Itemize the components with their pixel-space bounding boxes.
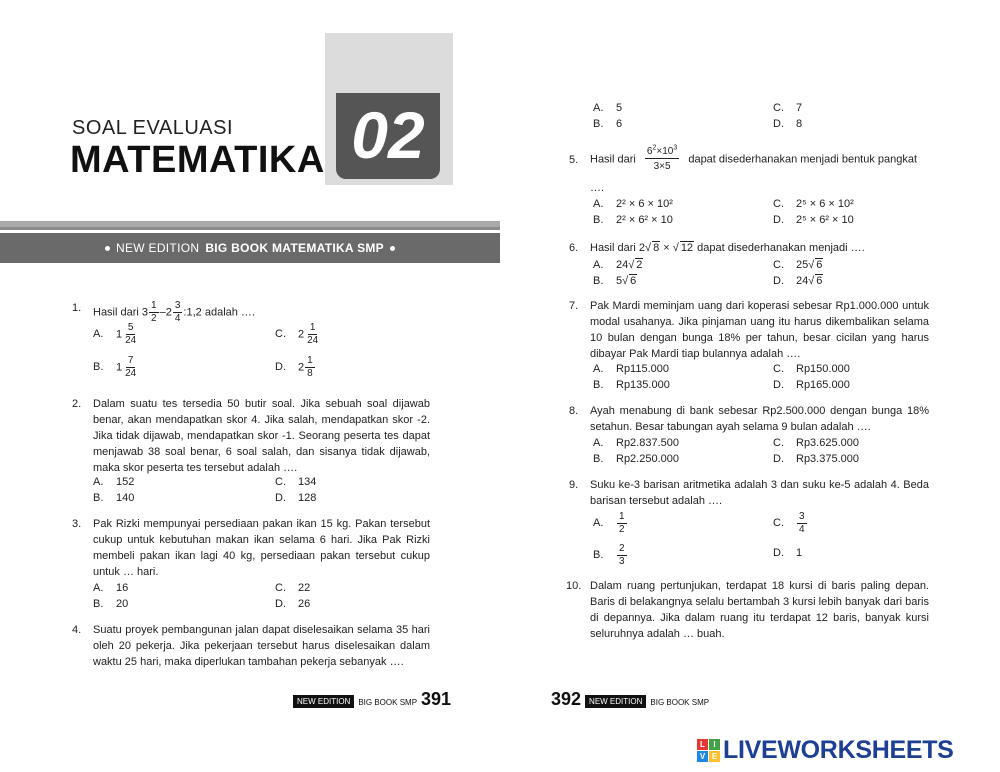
option-value: 1: [796, 547, 803, 559]
question-text: [590, 146, 917, 173]
question-3: [72, 516, 430, 580]
option-c[interactable]: [773, 100, 802, 116]
num: 1: [309, 322, 316, 333]
option-whole: 2: [298, 361, 305, 374]
q1-frac1: [149, 300, 159, 325]
num: 3: [799, 511, 805, 522]
page-title: MATEMATIKA: [70, 139, 325, 181]
q5-pre: Hasil dari: [590, 153, 636, 166]
logo-mark-l: L: [697, 739, 708, 750]
option-letter: A.: [593, 437, 604, 449]
question-text: Pak Rizki mempunyai persediaan pakan ikan 15 kg. Pakan tersebut cukup untuk kebutuhan makan ikan selama 6 hari. Jika Pak Rizki membeli pakan ikan lagi 40 kg, persediaan pakan tersebut cukup untuk … hari.: [93, 518, 430, 578]
num: 1: [151, 300, 157, 311]
option-d[interactable]: [773, 212, 854, 228]
den: 3×5: [653, 161, 671, 172]
option-b[interactable]: B. 5√ 6: [593, 275, 637, 287]
option-coef: 24: [796, 275, 809, 287]
option-letter: D.: [773, 118, 784, 130]
option-value: 2² × 6 × 10²: [616, 198, 673, 210]
question-2: [72, 396, 430, 476]
option-letter: D.: [773, 453, 784, 465]
option-letter: B.: [593, 549, 604, 562]
option-value: 16: [116, 582, 129, 594]
option-coef: 5: [616, 275, 623, 287]
den: 4: [174, 313, 181, 324]
chapter-badge: [336, 93, 440, 179]
option-d[interactable]: [773, 377, 850, 393]
option-letter: D.: [773, 547, 784, 559]
option-a[interactable]: [93, 322, 139, 347]
q6-coef: 2: [638, 242, 646, 254]
option-value: Rp115.000: [616, 363, 670, 375]
option-letter: C.: [773, 198, 784, 210]
q1-post: adalah ….: [204, 306, 255, 319]
option-d[interactable]: [773, 451, 859, 467]
option-value: Rp135.000: [616, 379, 670, 391]
option-letter: B.: [93, 492, 104, 504]
logo-mark-v: V: [697, 751, 708, 762]
q1-frac2: [173, 300, 183, 325]
option-value: 6: [616, 118, 623, 130]
option-d[interactable]: [275, 355, 316, 380]
option-letter: A.: [93, 328, 104, 341]
option-radicand: 6: [816, 259, 823, 271]
q1-whole1: 3: [141, 306, 149, 319]
q6-radicand2: 12: [680, 242, 694, 254]
option-frac: [305, 322, 320, 347]
option-a[interactable]: [593, 100, 622, 116]
option-d[interactable]: [275, 490, 316, 506]
option-b[interactable]: [593, 543, 628, 568]
question-number: 5.: [569, 154, 579, 166]
num-base: 6: [646, 146, 653, 157]
option-value: Rp3.375.000: [796, 453, 859, 465]
option-letter: C.: [275, 476, 286, 488]
option-letter: B.: [93, 598, 104, 610]
option-letter: D.: [275, 361, 286, 374]
option-value: 8: [796, 118, 803, 130]
question-text: Suatu proyek pembangunan jalan dapat diselesaikan selama 35 hari oleh 20 pekerja. Jika pekerjaan tersebut harus diselesaikan dalam waktu 25 hari, maka diperlukan tambahan pekerja sebanyak ….: [93, 624, 430, 668]
option-letter: D.: [773, 275, 784, 287]
option-letter: B.: [593, 214, 604, 226]
option-radicand: 2: [636, 259, 643, 271]
q6-pre: Hasil dari: [590, 242, 636, 254]
option-c[interactable]: [275, 580, 310, 596]
option-radicand: 6: [630, 275, 637, 287]
option-d[interactable]: [275, 596, 310, 612]
option-letter: C.: [773, 517, 784, 530]
option-b[interactable]: [593, 116, 622, 132]
band-title: [0, 233, 500, 263]
num: 2: [619, 543, 625, 554]
question-8: [569, 403, 929, 435]
option-value: 2⁵ × 6 × 10²: [796, 198, 854, 210]
question-text: Suku ke-3 barisan aritmetika adalah 3 dan suku ke-5 adalah 4. Beda barisan tersebut adalah ….: [590, 479, 929, 507]
option-letter: D.: [275, 492, 286, 504]
num: 1: [619, 511, 625, 522]
num: [645, 146, 679, 159]
option-frac: [617, 511, 627, 536]
band-prefix: NEW EDITION: [116, 241, 200, 255]
question-text: Ayah menabung di bank sebesar Rp2.500.000 dengan bunga 18% setahun. Besar tabungan ayah selama 9 bulan adalah ….: [590, 405, 929, 433]
option-coef: 25: [796, 259, 809, 271]
option-value: 2² × 6² × 10: [616, 214, 673, 226]
option-letter: B.: [593, 453, 604, 465]
option-letter: A.: [593, 198, 604, 210]
question-5-cont: ….: [590, 182, 605, 194]
logo-mark-i: I: [709, 739, 720, 750]
logo-text: LIVEWORKSHEETS: [723, 736, 954, 764]
question-1: [72, 300, 432, 324]
option-b[interactable]: [93, 355, 139, 380]
option-letter: A.: [93, 582, 104, 594]
num-exp: 2: [652, 144, 657, 152]
option-value: Rp150.000: [796, 363, 850, 375]
question-number: 1.: [72, 302, 82, 314]
footer-left: [293, 690, 451, 708]
question-text: Dalam ruang pertunjukan, terdapat 18 kursi di baris paling depan. Baris di belakangnya selalu bertambah 3 kursi lebih banyak dari baris di depannya. Jika dalam ruang itu terdapat 12 baris, banyak kursi seluruhnya adalah … buah.: [590, 580, 929, 640]
den: 2: [619, 524, 625, 535]
question-number: 3.: [72, 518, 82, 530]
den: 24: [307, 335, 319, 346]
question-5: [569, 146, 929, 178]
option-a[interactable]: [93, 580, 128, 596]
option-d[interactable]: [773, 116, 802, 132]
option-c[interactable]: [773, 511, 808, 536]
option-letter: A.: [93, 476, 104, 488]
option-radicand: 6: [816, 275, 823, 287]
option-value: 7: [796, 102, 803, 114]
option-b[interactable]: [593, 212, 673, 228]
option-a[interactable]: [593, 361, 669, 377]
footer-edition: NEW EDITION: [585, 695, 646, 708]
den: 3: [619, 556, 625, 567]
option-letter: C.: [773, 437, 784, 449]
q6-radicand1: 8: [653, 242, 660, 254]
option-letter: B.: [93, 361, 104, 374]
q5-frac: [645, 146, 679, 173]
option-frac: [123, 355, 138, 380]
option-letter: B.: [593, 275, 604, 287]
option-value: 20: [116, 598, 129, 610]
option-a[interactable]: [593, 511, 628, 536]
option-letter: B.: [593, 379, 604, 391]
den: 8: [307, 368, 313, 379]
footer-edition: NEW EDITION: [293, 695, 354, 708]
option-b[interactable]: [593, 377, 670, 393]
question-4: [72, 622, 430, 670]
q5-post: dapat disederhanakan menjadi bentuk pangkat: [688, 153, 918, 166]
option-whole: 2: [298, 328, 305, 341]
option-value: Rp3.625.000: [796, 437, 859, 449]
option-c[interactable]: [773, 435, 859, 451]
option-b[interactable]: [93, 490, 134, 506]
option-whole: 1: [116, 328, 123, 341]
q6-post: dapat disederhanakan menjadi ….: [697, 242, 865, 254]
bullet-icon: [390, 246, 395, 251]
option-value: Rp2.837.500: [616, 437, 679, 449]
logo-mark-icon: [697, 739, 720, 762]
option-whole: 1: [116, 361, 123, 374]
option-value: 5: [616, 102, 623, 114]
num-mid: ×10: [656, 146, 674, 157]
option-frac: [797, 511, 807, 536]
q1-minus: –: [159, 306, 166, 319]
option-c[interactable]: [275, 474, 316, 490]
option-a[interactable]: [593, 435, 679, 451]
den: 24: [125, 335, 137, 346]
option-letter: A.: [593, 102, 604, 114]
question-10: [566, 578, 929, 642]
option-value: 152: [116, 476, 135, 488]
option-c[interactable]: [275, 322, 321, 347]
question-9: [569, 477, 929, 509]
footer-book: BIG BOOK SMP: [358, 698, 418, 707]
num: 5: [127, 322, 134, 333]
option-value: 140: [116, 492, 135, 504]
section-subtitle: SOAL EVALUASI: [72, 117, 234, 139]
q1-whole2: 2: [165, 306, 172, 319]
option-b[interactable]: [593, 451, 679, 467]
question-number: 10.: [566, 580, 582, 592]
option-letter: D.: [773, 214, 784, 226]
question-7: [569, 298, 929, 362]
question-text: Pak Mardi meminjam uang dari koperasi sebesar Rp1.000.000 untuk modal usahanya. Jika pinjaman uang itu harus dikembalikan selama 10 bulan dengan bunga 18% per tahun, besar cicilan yang harus dibayar Pak Mardi tiap bulannya adalah ….: [590, 300, 929, 360]
option-letter: C.: [275, 582, 286, 594]
option-letter: A.: [593, 259, 604, 271]
option-a[interactable]: [593, 196, 673, 212]
den: 2: [151, 313, 157, 324]
option-a[interactable]: A. 24√ 2: [593, 259, 643, 271]
page-number: 391: [421, 689, 452, 709]
question-number: 6.: [569, 242, 579, 254]
option-frac: [617, 543, 627, 568]
option-value: 2⁵ × 6² × 10: [796, 214, 854, 226]
num: 1: [307, 355, 313, 366]
option-value: Rp2.250.000: [616, 453, 679, 465]
num-exp2: 3: [673, 144, 678, 152]
option-b[interactable]: [93, 596, 128, 612]
option-frac: [123, 322, 138, 347]
option-letter: D.: [275, 598, 286, 610]
question-number: 8.: [569, 405, 579, 417]
den: 24: [125, 368, 137, 379]
option-letter: C.: [275, 328, 286, 341]
option-letter: A.: [593, 517, 604, 530]
footer-right: [551, 690, 709, 708]
option-letter: B.: [593, 118, 604, 130]
page-number: 392: [551, 689, 582, 709]
option-value: 26: [298, 598, 311, 610]
option-coef: 24: [616, 259, 629, 271]
bullet-icon: [105, 246, 110, 251]
option-c[interactable]: [773, 196, 854, 212]
header-band-stripe: [0, 227, 500, 230]
logo-mark-e: E: [709, 751, 720, 762]
num: 7: [127, 355, 134, 366]
num: 3: [174, 300, 181, 311]
option-c[interactable]: C. 25√ 6: [773, 259, 823, 271]
question-number: 7.: [569, 300, 579, 312]
question-number: 4.: [72, 624, 82, 636]
question-6: [569, 240, 929, 258]
band-bold: BIG BOOK MATEMATIKA SMP: [205, 241, 384, 255]
question-text: Hasil dari 2√ 8 × √ 12 dapat disederhanakan menjadi ….: [590, 242, 865, 254]
footer-book: BIG BOOK SMP: [650, 698, 710, 707]
question-number: 9.: [569, 479, 579, 491]
option-c[interactable]: [773, 361, 850, 377]
liveworksheets-logo[interactable]: [697, 736, 954, 765]
q1-tail: :1,2: [183, 306, 202, 319]
option-letter: C.: [773, 259, 784, 271]
q6-times: ×: [663, 242, 670, 254]
chapter-number: 02: [351, 98, 425, 172]
option-letter: C.: [773, 363, 784, 375]
option-letter: A.: [593, 363, 604, 375]
header-band: [0, 233, 500, 263]
option-d[interactable]: D. 24√ 6: [773, 275, 823, 287]
question-text: Dalam suatu tes tersedia 50 butir soal. Jika sebuah soal dijawab benar, akan mendapatkan skor 4. Jika salah, mendapatkan skor -2. Jika tidak dijawab, mendapatkan skor -1. Seorang peserta tes dapat menjawab 38 soal benar, 6 soal salah, dan sisanya tidak dijawab, maka skor peserta tes tersebut adalah ….: [93, 398, 430, 474]
option-frac: [305, 355, 315, 380]
option-value: 128: [298, 492, 317, 504]
option-a[interactable]: [93, 474, 134, 490]
den: 4: [799, 524, 805, 535]
option-d[interactable]: [773, 545, 802, 561]
option-value: 134: [298, 476, 317, 488]
q1-pre: Hasil dari: [93, 306, 139, 319]
question-number: 2.: [72, 398, 82, 410]
option-value: 22: [298, 582, 311, 594]
option-value: Rp165.000: [796, 379, 850, 391]
option-letter: C.: [773, 102, 784, 114]
option-letter: D.: [773, 379, 784, 391]
